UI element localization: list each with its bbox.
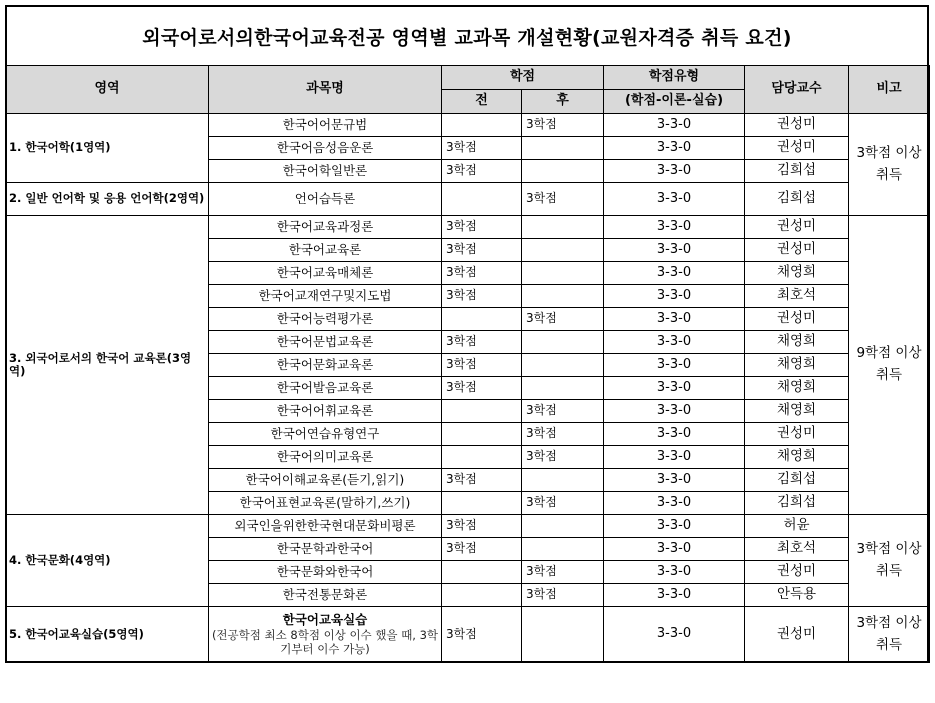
credit-type-cell: 3-3-0 <box>604 377 745 400</box>
credit-type-cell: 3-3-0 <box>604 492 745 515</box>
credit-post-cell <box>522 607 604 663</box>
course-name-cell: 한국문화와한국어 <box>209 561 442 584</box>
credit-type-cell: 3-3-0 <box>604 584 745 607</box>
credit-pre-cell <box>442 446 522 469</box>
table-row <box>6 216 930 239</box>
credit-pre-cell: 3학점 <box>442 160 522 183</box>
course-name-cell: 한국어학일반론 <box>209 160 442 183</box>
credit-type-cell: 3-3-0 <box>604 515 745 538</box>
course-name-cell: 한국어의미교육론 <box>209 446 442 469</box>
course-name-cell: 언어습득론 <box>209 183 442 216</box>
credit-type-cell: 3-3-0 <box>604 469 745 492</box>
area-cell: 3. 외국어로서의 한국어 교육론(3영역) <box>6 216 209 515</box>
note-cell: 3학점 이상 취득 <box>849 607 930 663</box>
credit-type-cell: 3-3-0 <box>604 216 745 239</box>
area-cell: 2. 일반 언어학 및 응용 언어학(2영역) <box>6 183 209 216</box>
professor-cell: 권성미 <box>745 137 849 160</box>
credit-post-cell: 3학점 <box>522 584 604 607</box>
credit-type-cell: 3-3-0 <box>604 331 745 354</box>
credit-pre-cell: 3학점 <box>442 262 522 285</box>
table-row <box>6 114 930 137</box>
header-area: 영역 <box>6 66 209 114</box>
professor-cell: 최호석 <box>745 285 849 308</box>
note-cell: 3학점 이상 취득 <box>849 515 930 607</box>
credit-post-cell: 3학점 <box>522 492 604 515</box>
professor-cell: 김희섭 <box>745 160 849 183</box>
professor-cell: 권성미 <box>745 607 849 663</box>
credit-post-cell <box>522 515 604 538</box>
credit-post-cell <box>522 262 604 285</box>
course-name-cell: 한국어어휘교육론 <box>209 400 442 423</box>
area-cell: 4. 한국문화(4영역) <box>6 515 209 607</box>
credit-pre-cell <box>442 400 522 423</box>
credit-post-cell <box>522 216 604 239</box>
course-table <box>5 65 930 663</box>
credit-pre-cell: 3학점 <box>442 285 522 308</box>
credit-type-cell: 3-3-0 <box>604 538 745 561</box>
credit-pre-cell <box>442 423 522 446</box>
course-name-cell: 한국어연습유형연구 <box>209 423 442 446</box>
professor-cell: 권성미 <box>745 423 849 446</box>
course-name-cell: 한국어교육매체론 <box>209 262 442 285</box>
credit-type-cell: 3-3-0 <box>604 160 745 183</box>
header-professor: 담당교수 <box>745 66 849 114</box>
credit-pre-cell: 3학점 <box>442 469 522 492</box>
professor-cell: 채영희 <box>745 331 849 354</box>
professor-cell: 김희섭 <box>745 469 849 492</box>
professor-cell: 권성미 <box>745 114 849 137</box>
credit-post-cell: 3학점 <box>522 423 604 446</box>
table-row <box>6 607 930 663</box>
credit-type-cell: 3-3-0 <box>604 239 745 262</box>
credit-post-cell: 3학점 <box>522 114 604 137</box>
credit-pre-cell: 3학점 <box>442 538 522 561</box>
credit-post-cell <box>522 285 604 308</box>
credit-post-cell: 3학점 <box>522 183 604 216</box>
credit-type-cell: 3-3-0 <box>604 285 745 308</box>
credit-pre-cell: 3학점 <box>442 137 522 160</box>
course-name-cell: 한국전통문화론 <box>209 584 442 607</box>
professor-cell: 권성미 <box>745 308 849 331</box>
credit-type-cell: 3-3-0 <box>604 423 745 446</box>
course-name-cell: 한국어문화교육론 <box>209 354 442 377</box>
credit-post-cell <box>522 354 604 377</box>
table-body <box>6 114 930 663</box>
credit-post-cell <box>522 137 604 160</box>
credit-post-cell <box>522 160 604 183</box>
professor-cell: 권성미 <box>745 239 849 262</box>
table-row <box>6 515 930 538</box>
document-sheet <box>5 5 929 663</box>
credit-pre-cell <box>442 492 522 515</box>
credit-type-cell: 3-3-0 <box>604 446 745 469</box>
professor-cell: 최호석 <box>745 538 849 561</box>
professor-cell: 권성미 <box>745 216 849 239</box>
credit-pre-cell <box>442 561 522 584</box>
professor-cell: 허윤 <box>745 515 849 538</box>
credit-pre-cell: 3학점 <box>442 354 522 377</box>
header-credit-pre: 전 <box>442 90 522 114</box>
credit-pre-cell: 3학점 <box>442 515 522 538</box>
table-header <box>6 66 930 114</box>
credit-post-cell: 3학점 <box>522 446 604 469</box>
credit-post-cell <box>522 538 604 561</box>
credit-pre-cell: 3학점 <box>442 239 522 262</box>
credit-type-cell: 3-3-0 <box>604 561 745 584</box>
course-name-cell: 한국어능력평가론 <box>209 308 442 331</box>
professor-cell: 김희섭 <box>745 183 849 216</box>
document-title: 외국어로서의한국어교육전공 영역별 교과목 개설현황(교원자격증 취득 요건) <box>5 5 929 65</box>
credit-pre-cell: 3학점 <box>442 607 522 663</box>
credit-pre-cell: 3학점 <box>442 216 522 239</box>
header-credit-type: 학점유형 <box>604 66 745 90</box>
credit-post-cell: 3학점 <box>522 400 604 423</box>
credit-pre-cell: 3학점 <box>442 377 522 400</box>
professor-cell: 안득용 <box>745 584 849 607</box>
credit-post-cell <box>522 469 604 492</box>
table-row <box>6 183 930 216</box>
header-credit-post: 후 <box>522 90 604 114</box>
header-credit: 학점 <box>442 66 604 90</box>
credit-type-cell: 3-3-0 <box>604 400 745 423</box>
credit-type-cell: 3-3-0 <box>604 354 745 377</box>
course-name-cell: 한국어교재연구및지도법 <box>209 285 442 308</box>
credit-type-cell: 3-3-0 <box>604 114 745 137</box>
credit-post-cell: 3학점 <box>522 561 604 584</box>
note-cell: 9학점 이상 취득 <box>849 216 930 515</box>
header-credit-type-sub: (학점-이론-실습) <box>604 90 745 114</box>
credit-pre-cell <box>442 183 522 216</box>
course-name-cell: 한국문학과한국어 <box>209 538 442 561</box>
professor-cell: 김희섭 <box>745 492 849 515</box>
course-name-cell: 한국어교육과정론 <box>209 216 442 239</box>
credit-post-cell <box>522 239 604 262</box>
area-cell: 5. 한국어교육실습(5영역) <box>6 607 209 663</box>
professor-cell: 채영희 <box>745 400 849 423</box>
credit-post-cell: 3학점 <box>522 308 604 331</box>
professor-cell: 채영희 <box>745 446 849 469</box>
course-name-cell: 한국어표현교육론(말하기,쓰기) <box>209 492 442 515</box>
course-name-cell: 한국어어문규범 <box>209 114 442 137</box>
credit-pre-cell: 3학점 <box>442 331 522 354</box>
course-name-cell: 한국어음성음운론 <box>209 137 442 160</box>
professor-cell: 권성미 <box>745 561 849 584</box>
credit-post-cell <box>522 331 604 354</box>
credit-type-cell: 3-3-0 <box>604 607 745 663</box>
course-name-cell: 한국어이해교육론(듣기,읽기) <box>209 469 442 492</box>
course-name-cell <box>209 607 442 663</box>
header-note: 비고 <box>849 66 930 114</box>
credit-post-cell <box>522 377 604 400</box>
course-name-cell: 한국어문법교육론 <box>209 331 442 354</box>
course-name-cell: 한국어교육론 <box>209 239 442 262</box>
note-cell: 3학점 이상 취득 <box>849 114 930 216</box>
credit-pre-cell <box>442 584 522 607</box>
credit-pre-cell <box>442 114 522 137</box>
credit-type-cell: 3-3-0 <box>604 308 745 331</box>
header-course: 과목명 <box>209 66 442 114</box>
course-name-cell: 외국인을위한한국현대문화비평론 <box>209 515 442 538</box>
professor-cell: 채영희 <box>745 262 849 285</box>
course-name: 한국어교육실습 <box>282 612 368 628</box>
course-note: (전공학점 최소 8학점 이상 이수 했을 때, 3학기부터 이수 가능) <box>211 627 439 657</box>
credit-type-cell: 3-3-0 <box>604 137 745 160</box>
credit-type-cell: 3-3-0 <box>604 262 745 285</box>
course-name-cell: 한국어발음교육론 <box>209 377 442 400</box>
professor-cell: 채영희 <box>745 354 849 377</box>
professor-cell: 채영희 <box>745 377 849 400</box>
credit-pre-cell <box>442 308 522 331</box>
area-cell: 1. 한국어학(1영역) <box>6 114 209 183</box>
credit-type-cell: 3-3-0 <box>604 183 745 216</box>
